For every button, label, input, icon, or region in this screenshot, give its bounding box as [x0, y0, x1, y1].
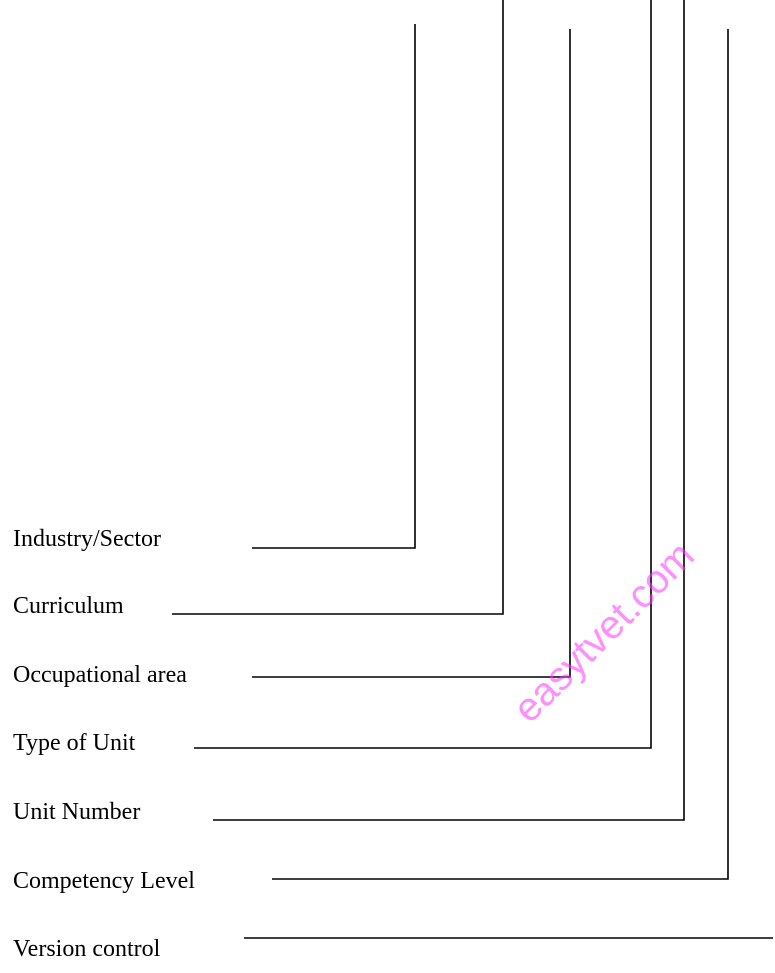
- connector-curriculum: [172, 0, 503, 614]
- label-type-of-unit: Type of Unit: [13, 730, 136, 756]
- label-competency-level: Competency Level: [13, 868, 195, 894]
- label-industry-sector: Industry/Sector: [13, 526, 161, 552]
- connector-occupational-area: [252, 29, 570, 677]
- label-occupational-area: Occupational area: [13, 662, 187, 688]
- connector-unit-number: [213, 0, 684, 820]
- label-curriculum: Curriculum: [13, 593, 124, 619]
- connector-industry-sector: [252, 24, 415, 548]
- label-version-control: Version control: [13, 936, 161, 962]
- label-unit-number: Unit Number: [13, 799, 141, 825]
- connector-competency-level: [272, 29, 728, 879]
- watermark: easytvet.com: [505, 533, 703, 732]
